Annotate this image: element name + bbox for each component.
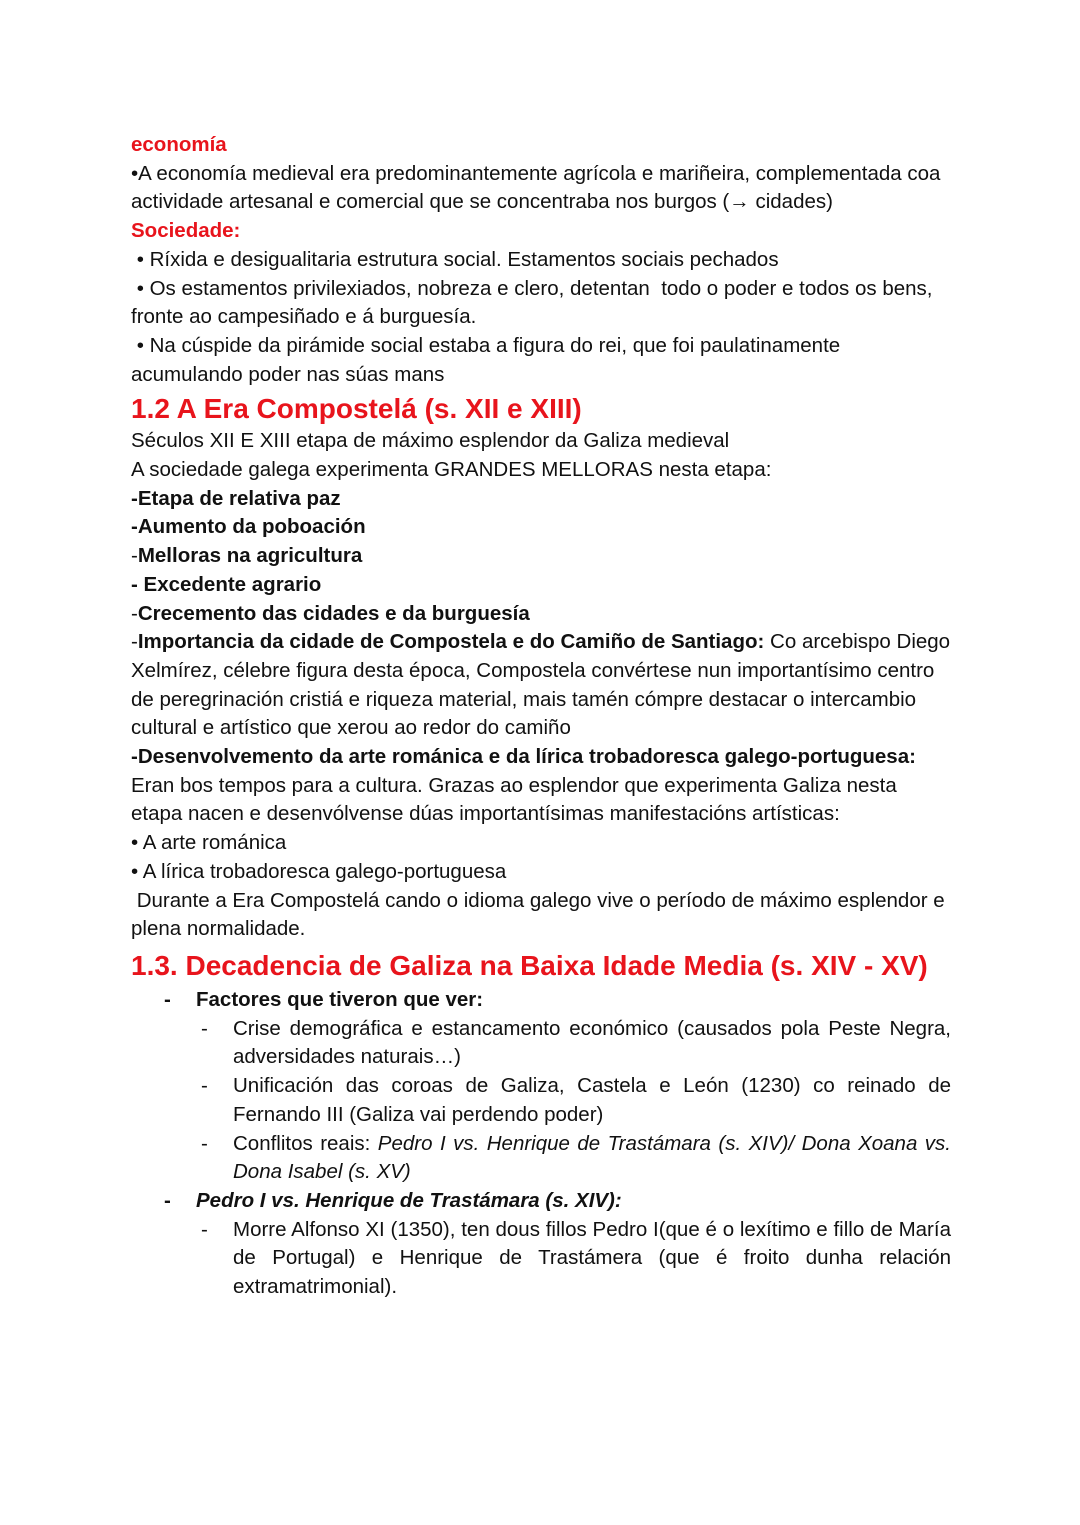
era-item-paz: -Etapa de relativa paz — [131, 486, 341, 510]
era-item-agricultura — [131, 542, 951, 571]
factor-3-prefix: Conflitos reais: — [233, 1131, 378, 1155]
pedro-item-1 — [131, 1216, 951, 1302]
factor-1 — [131, 1015, 951, 1072]
sociedade-bullet-3: • Na cúspide da pirámide social estaba a figura do rei, que foi paulatinamente acumulando poder nas súas mans — [131, 333, 846, 386]
pedro-heading — [131, 1187, 951, 1216]
heading-decadencia: 1.3. Decadencia de Galiza na Baixa Idade Media (s. XIV - XV) — [131, 949, 928, 981]
era-item-agricultura-label: Melloras na agricultura — [137, 544, 363, 568]
decadencia-factores-heading — [131, 986, 951, 1015]
era-item-agricultura-dash: - — [131, 544, 138, 568]
dash-marker: - — [164, 1188, 171, 1212]
era-closing: Durante a Era Compostelá cando o idioma galego vive o período de máximo esplendor e plena normalidade. — [131, 888, 951, 941]
dash-marker: - — [201, 1131, 208, 1155]
era-item-arte-label: -Desenvolvemento da arte románica e da lírica trobadoresca galego-portuguesa: — [131, 745, 916, 769]
dash-marker: - — [201, 1016, 208, 1040]
era-item-poboacion: -Aumento da poboación — [131, 515, 366, 539]
heading-era-compostela: 1.2 A Era Compostelá (s. XII e XIII) — [131, 393, 582, 425]
era-item-arte-text: Eran bos tempos para a cultura. Grazas ao esplendor que experimenta Galiza nesta etapa nacen e desenvólvense dúas importantísimas manifestacións artísticas: — [131, 773, 897, 826]
era-art-lirica: • A lírica trobadoresca galego-portuguesa — [131, 859, 507, 883]
dash-marker: - — [201, 1217, 208, 1241]
dash-marker: - — [201, 1074, 208, 1098]
dash-marker: - — [164, 987, 171, 1011]
factor-2 — [131, 1072, 951, 1129]
era-item-compostela — [131, 628, 951, 743]
economia-paragraph: •A economía medieval era predominantemente agrícola e mariñeira, complementada coa actividade artesanal e comercial que se concentraba nos burgos (→ cidades) — [131, 161, 941, 214]
era-item-excedente: - Excedente agrario — [131, 572, 322, 596]
era-item-cidades-label: Crecemento das cidades e da burguesía — [137, 601, 530, 625]
factor-2-text: Unificación das coroas de Galiza, Castela e León (1230) co reinado de Fernando III (Galiza vai perdendo poder) — [233, 1074, 951, 1126]
sociedade-bullet-2: • Os estamentos privilexiados, nobreza e clero, detentan todo o poder e todos os bens, fronte ao campesiñado e á burguesía. — [131, 276, 939, 329]
section-heading-economia: economía — [131, 133, 227, 156]
era-item-compostela-text: Co arcebispo Diego Xelmírez, célebre figura desta época, Compostela convértese nun importantísimo centro de peregrinación cristiá e riqueza material, mais tamén cómpre destacar o intercambio cultural e artístico que xerou ao redor do camiño — [131, 630, 951, 740]
era-item-cidades-dash: - — [131, 601, 138, 625]
factores-heading-text: Factores que tiveron que ver: — [196, 987, 484, 1011]
era-art-romanica: • A arte románica — [131, 831, 287, 855]
era-item-compostela-dash: - — [131, 630, 138, 654]
pedro-item-1-text: Morre Alfonso XI (1350), ten dous fillos Pedro I(que é o lexítimo e fillo de María de Portugal) e Henrique de Trastámera (que é froito dunha relación extramatrimonial). — [233, 1217, 951, 1299]
era-item-compostela-label: Importancia da cidade de Compostela e do Camiño de Santiago: — [137, 630, 765, 654]
factor-3-italic: Pedro I vs. Henrique de Trastámara (s. XIV)/ Dona Xoana vs. Dona Isabel (s. XV) — [233, 1131, 951, 1184]
era-intro-1: Séculos XII E XIII etapa de máximo esplendor da Galiza medieval — [131, 429, 730, 453]
sociedade-bullet-1: • Ríxida e desigualitaria estrutura social. Estamentos sociais pechados — [131, 247, 779, 271]
document-page — [131, 131, 951, 1302]
factor-1-text: Crise demográfica e estancamento económico (causados pola Peste Negra, adversidades naturais…) — [233, 1016, 951, 1069]
era-item-arte — [131, 743, 951, 829]
section-heading-sociedade: Sociedade: — [131, 219, 241, 243]
pedro-heading-text: Pedro I vs. Henrique de Trastámara (s. XIV): — [196, 1188, 622, 1212]
factor-3 — [131, 1130, 951, 1187]
era-intro-2: A sociedade galega experimenta GRANDES MELLORAS nesta etapa: — [131, 458, 772, 482]
era-item-cidades — [131, 600, 951, 629]
